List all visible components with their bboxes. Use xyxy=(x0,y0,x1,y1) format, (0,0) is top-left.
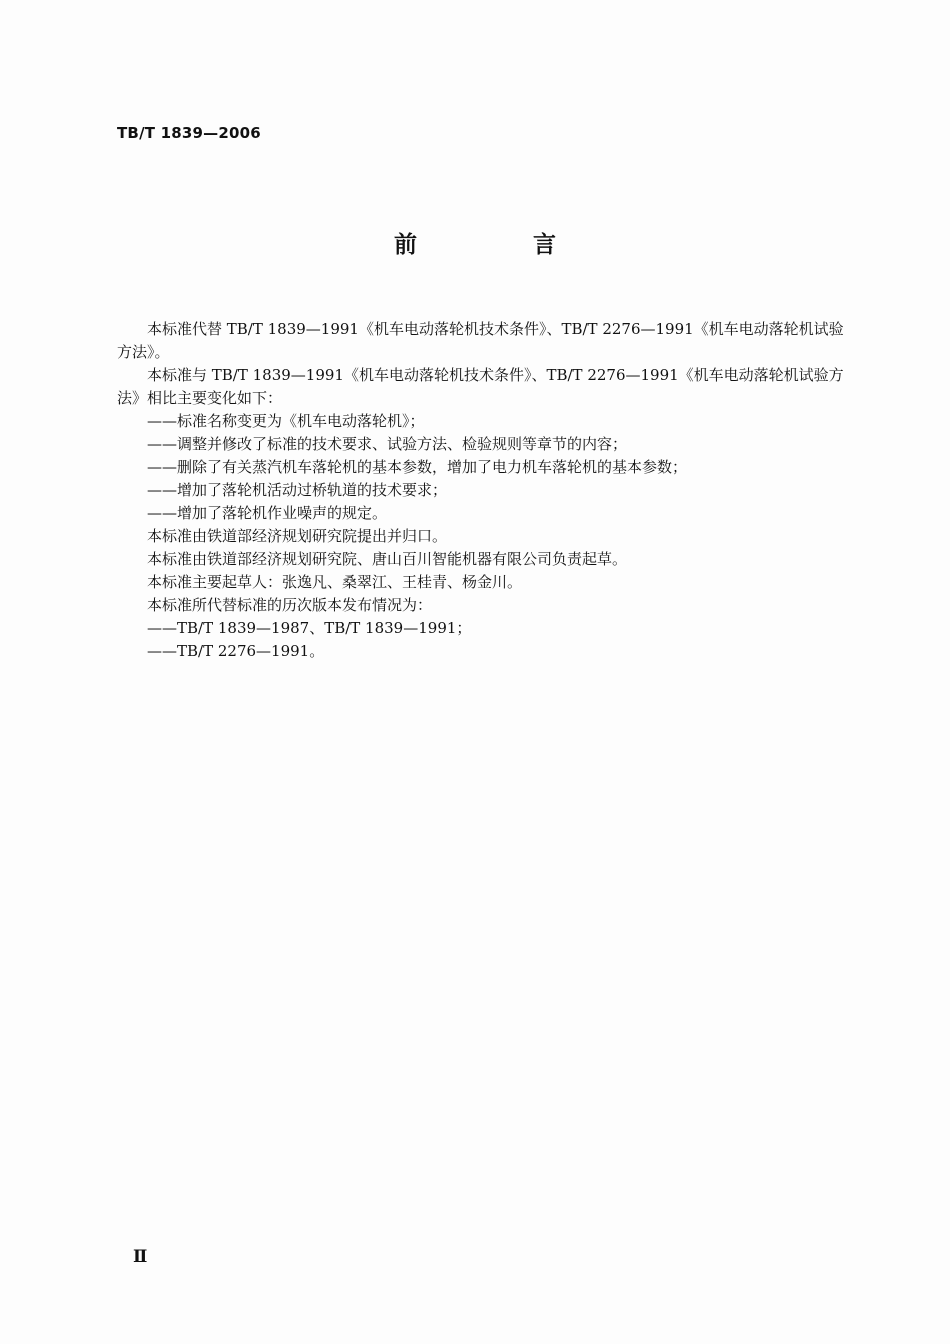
paragraph-replaces: 本标准代替 TB/T 1839—1991《机车电动落轮机技术条件》、TB/T 2276—1991《机车电动落轮机试验方法》。 xyxy=(117,320,844,361)
change-item-delete: ——删除了有关蒸汽机车落轮机的基本参数，增加了电力机车落轮机的基本参数； xyxy=(147,458,688,476)
change-item-bridge-rail: ——增加了落轮机活动过桥轨道的技术要求； xyxy=(147,481,448,499)
history-item-2276: ——TB/T 2276—1991。 xyxy=(147,642,325,660)
standard-code: TB/T 1839—2006 xyxy=(117,124,261,142)
foreword-body xyxy=(117,318,857,663)
paragraph-proposer: 本标准由铁道部经济规划研究院提出并归口。 xyxy=(147,527,448,545)
change-item-title: ——标准名称变更为《机车电动落轮机》； xyxy=(147,412,425,430)
paragraph-drafters: 本标准主要起草人：张逸凡、桑翠江、王桂青、杨金川。 xyxy=(147,573,523,591)
change-item-noise: ——增加了落轮机作业噪声的规定。 xyxy=(147,504,388,522)
page-number: Ⅱ xyxy=(133,1247,148,1267)
paragraph-changes-intro: 本标准与 TB/T 1839—1991《机车电动落轮机技术条件》、TB/T 2276—1991《机车电动落轮机试验方法》相比主要变化如下： xyxy=(117,366,844,407)
paragraph-drafting-org: 本标准由铁道部经济规划研究院、唐山百川智能机器有限公司负责起草。 xyxy=(147,550,628,568)
change-item-adjust: ——调整并修改了标准的技术要求、试验方法、检验规则等章节的内容； xyxy=(147,435,628,453)
foreword-heading: 前 言 xyxy=(393,232,610,258)
paragraph-history-intro: 本标准所代替标准的历次版本发布情况为： xyxy=(147,596,433,614)
history-item-1839: ——TB/T 1839—1987、TB/T 1839—1991； xyxy=(147,619,472,637)
